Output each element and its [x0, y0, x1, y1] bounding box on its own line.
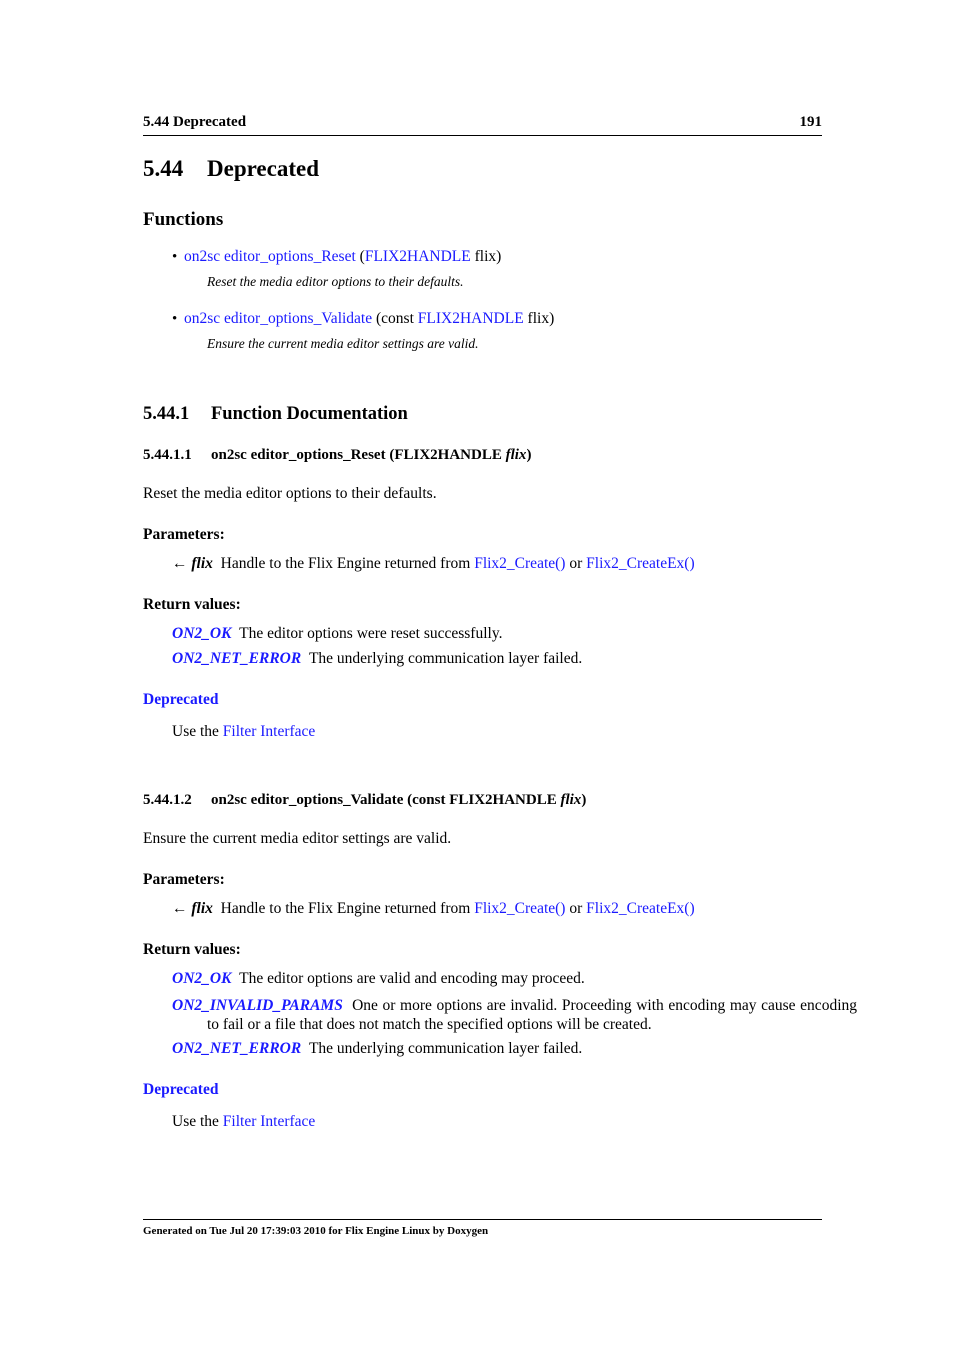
function-signature: on2sc editor_options_Reset (FLIX2HANDLE [211, 447, 506, 463]
filter-interface-link[interactable]: Filter Interface [222, 1113, 316, 1130]
retval-description: The editor options were reset successfully. [239, 625, 503, 642]
function-paren: ( [355, 248, 365, 265]
function-doc-heading [143, 447, 531, 464]
section-number: 5.44 [143, 156, 184, 181]
function-paren: (const [372, 310, 418, 327]
function-item [184, 248, 501, 266]
return-value-row [172, 996, 857, 1034]
retval-link-on2-ok[interactable]: ON2_OK [172, 625, 232, 642]
deprecated-text: Use the [172, 723, 223, 740]
page-number: 191 [799, 114, 822, 130]
retval-description: The underlying communication layer failed. [308, 1040, 583, 1057]
parameter-description: Handle to the Flix Engine returned from [220, 900, 475, 917]
return-value-row [172, 650, 582, 668]
subsection-number: 5.44.1 [143, 404, 190, 424]
bullet-icon: • [172, 311, 178, 327]
retval-description: The underlying communication layer failed. [308, 650, 583, 667]
parameter-description: Handle to the Flix Engine returned from [220, 555, 475, 572]
function-doc-number: 5.44.1.1 [143, 447, 192, 463]
return-values-label: Return values: [143, 596, 241, 613]
function-signature: on2sc editor_options_Validate (const FLIX2HANDLE [211, 792, 561, 808]
signature-arg: flix [505, 447, 527, 463]
retval-link-on2-net-error[interactable]: ON2_NET_ERROR [172, 650, 302, 667]
page-footer: Generated on Tue Jul 20 17:39:03 2010 for Flix Engine Linux by Doxygen [143, 1225, 489, 1237]
retval-description: One or more options are invalid. Proceeding with encoding may cause encoding to fail or a file that does not match the specified options will be created. [207, 997, 857, 1033]
deprecated-link[interactable]: Deprecated [143, 1081, 219, 1098]
deprecated-text: Use the [172, 1113, 223, 1130]
section-title-text: Deprecated [207, 156, 319, 181]
deprecated-note [172, 1113, 315, 1131]
return-values-label: Return values: [143, 941, 241, 958]
signature-close: ) [581, 792, 587, 808]
parameter-or: or [565, 555, 587, 572]
running-header-section: 5.44 Deprecated [143, 114, 247, 130]
input-arrow-icon: ← [172, 900, 188, 917]
flix2-createex-link[interactable]: Flix2_CreateEx() [586, 900, 695, 917]
type-link-flix2handle[interactable]: FLIX2HANDLE [364, 248, 471, 265]
bullet-icon: • [172, 249, 178, 265]
return-value-row [172, 625, 502, 643]
type-link-flix2handle[interactable]: FLIX2HANDLE [417, 310, 524, 327]
function-description: Ensure the current media editor settings are valid. [143, 830, 452, 847]
function-brief: Ensure the current media editor settings are valid. [207, 336, 479, 351]
return-value-row [172, 1040, 582, 1058]
function-doc-number: 5.44.1.2 [143, 792, 192, 808]
signature-arg: flix [560, 792, 582, 808]
function-description: Reset the media editor options to their defaults. [143, 485, 437, 502]
section-title [143, 156, 319, 182]
filter-interface-link[interactable]: Filter Interface [222, 723, 316, 740]
subsection-title [143, 404, 408, 425]
header-divider [143, 135, 822, 136]
retval-link-on2-net-error[interactable]: ON2_NET_ERROR [172, 1040, 302, 1057]
functions-heading: Functions [143, 209, 224, 230]
footer-divider [143, 1219, 822, 1220]
retval-link-on2-invalid-params[interactable]: ON2_INVALID_PARAMS [172, 997, 343, 1014]
flix2-create-link[interactable]: Flix2_Create() [474, 900, 566, 917]
function-item [184, 310, 554, 328]
function-brief: Reset the media editor options to their defaults. [207, 274, 464, 289]
deprecated-link[interactable]: Deprecated [143, 691, 219, 708]
parameters-label: Parameters: [143, 526, 225, 543]
parameter-or: or [565, 900, 587, 917]
deprecated-note [172, 723, 315, 741]
return-value-row [172, 970, 585, 988]
parameters-label: Parameters: [143, 871, 225, 888]
function-doc-heading [143, 792, 586, 809]
parameter-row [172, 555, 695, 573]
retval-link-on2-ok[interactable]: ON2_OK [172, 970, 232, 987]
signature-close: ) [526, 447, 532, 463]
input-arrow-icon: ← [172, 555, 188, 572]
parameter-name: flix [191, 900, 213, 917]
retval-description: The editor options are valid and encoding may proceed. [239, 970, 585, 987]
parameter-row [172, 900, 695, 918]
function-arg: flix) [470, 248, 502, 265]
flix2-createex-link[interactable]: Flix2_CreateEx() [586, 555, 695, 572]
flix2-create-link[interactable]: Flix2_Create() [474, 555, 566, 572]
parameter-name: flix [191, 555, 213, 572]
function-link-reset[interactable]: on2sc editor_options_Reset [184, 248, 356, 265]
subsection-title-text: Function Documentation [211, 404, 408, 424]
function-link-validate[interactable]: on2sc editor_options_Validate [184, 310, 373, 327]
function-arg: flix) [523, 310, 555, 327]
